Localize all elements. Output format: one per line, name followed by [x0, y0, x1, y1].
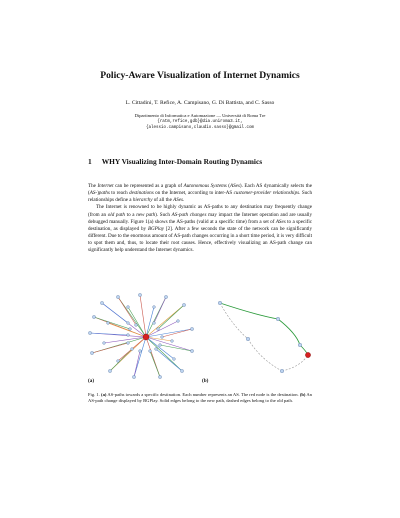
- figure-caption: [88, 392, 312, 405]
- old-path-edges: [220, 303, 308, 371]
- destination-node: [305, 352, 310, 357]
- email-line-1: {ratm,refice,gdb}@dia.uniroma3.it,: [157, 120, 243, 125]
- figure-1b: [212, 297, 312, 379]
- author-list: L. Cittadini, T. Refice, A. Campisano, G. Di Battista, and C. Sasso: [125, 100, 275, 106]
- section-heading: [88, 157, 328, 166]
- affiliation: Dipartimento di Informatica e Automazione — Università di Roma Tre: [134, 113, 266, 118]
- path-nodes: [218, 301, 302, 373]
- as-path-graph: [88, 293, 196, 379]
- caption-label: Fig. 1.: [88, 392, 100, 397]
- section-title: WHY Visualizing Inter-Domain Routing Dynamics: [101, 157, 263, 166]
- panel-a-label: (a): [88, 378, 95, 384]
- caption-a-label: (a): [101, 392, 107, 397]
- caption-b-text: An AS-path change displayed by BGPlay. Solid edges belong to the new path, dashed edges belong to the old path.: [88, 392, 312, 404]
- destination-node: [143, 334, 149, 340]
- as-path-change-graph: [212, 297, 312, 379]
- paper-title: Policy-Aware Visualization of Internet Dynamics: [100, 70, 300, 81]
- figure-1a: [88, 293, 196, 379]
- graph-edges: [90, 295, 192, 377]
- body-text: [88, 183, 312, 255]
- caption-b-label: (b): [299, 392, 306, 397]
- new-path-edges: [220, 303, 308, 355]
- section-number: 1: [88, 157, 92, 166]
- caption-a-text: AS-paths towards a specific destination. Each number represents an AS. The red node is the destination.: [107, 392, 299, 397]
- email-line-2: {alessio.campisano,claudio.sasso}@gmail.com: [145, 126, 255, 131]
- paragraph-2: The Internet is renowned to be highly dynamic as AS-paths to any destination may frequently change (from an old path to a new path). Such AS-path changes may impact the Internet operation and are usually debugged manually. Figure 1(a) shows the AS-paths (valid at a specific time) from a set of ASes to a specific destination, as displayed by BGPlay [2]. After a few seconds the state of the network can be significantly different. Due to the enormous amount of AS-path changes occurring in a short time period, it is very difficult to spot them and, thus, to locate their root causes. Hence, effectively visualizing an AS-path change can significantly help understand the Internet dynamics.: [88, 204, 312, 254]
- paragraph-1: The Internet can be represented as a graph of Autonomous Systems (ASes). Each AS dynamically selects the (AS-)paths to reach destinations on the Internet, according to inter-AS customer-provider relationships. Such relationships define a hierarchy of all the ASes.: [88, 183, 312, 204]
- panel-b-label: (b): [202, 378, 209, 384]
- affiliation-block: [40, 113, 360, 132]
- graph-nodes: [88, 293, 193, 378]
